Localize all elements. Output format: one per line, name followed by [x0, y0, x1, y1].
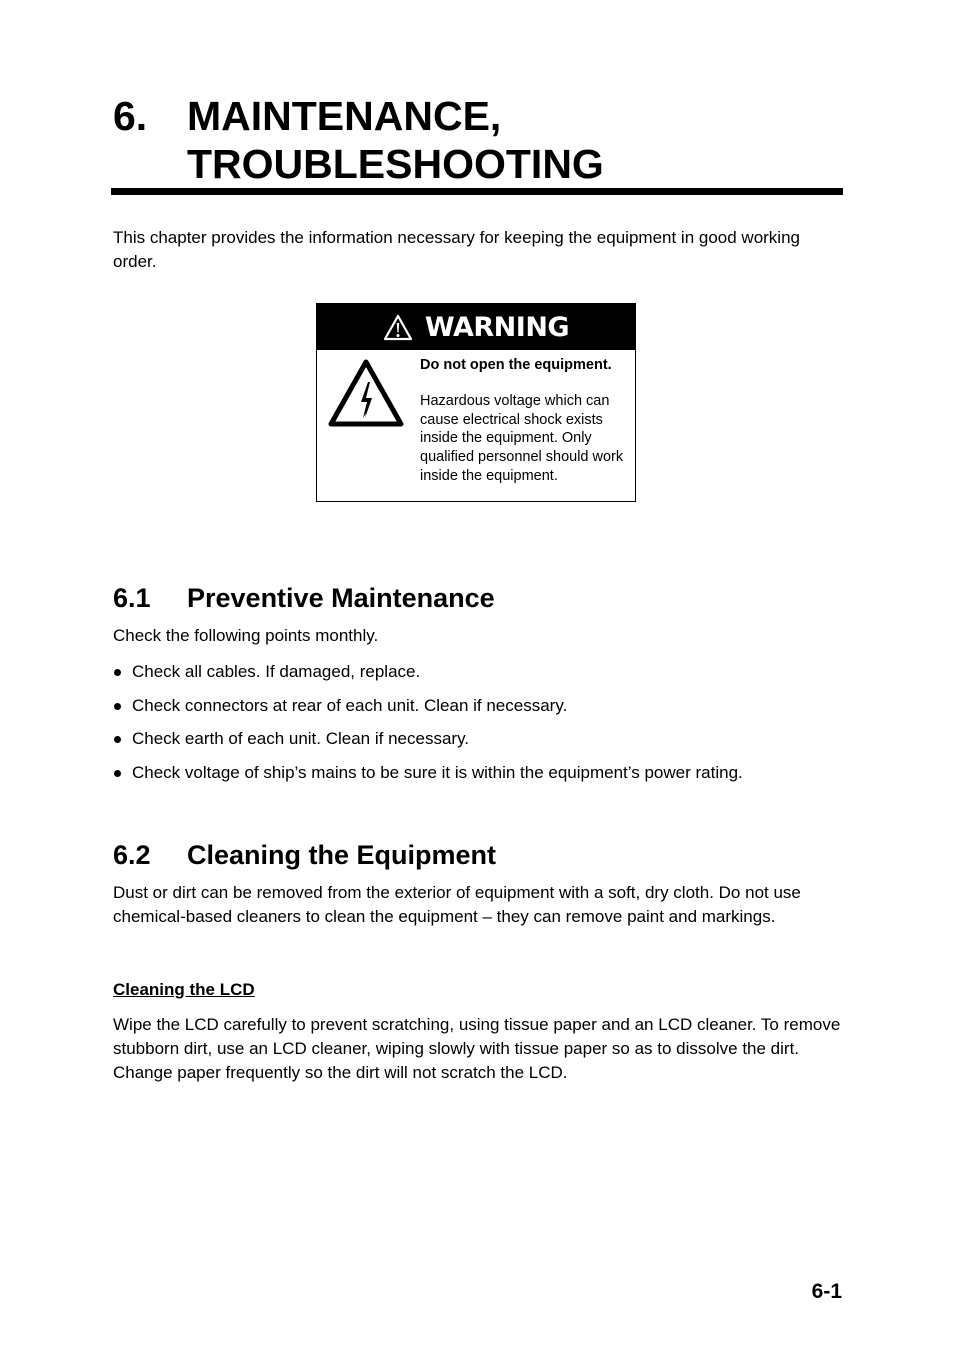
bullet-icon — [114, 736, 121, 743]
bullet-icon — [114, 770, 121, 777]
section-6-2-title: Cleaning the Equipment — [187, 840, 497, 870]
list-item — [113, 727, 843, 751]
section-6-1-number: 6.1 — [113, 583, 151, 613]
warning-box — [316, 303, 636, 502]
list-item — [113, 761, 843, 785]
warning-lead: Do not open the equipment. — [420, 357, 612, 373]
list-item — [113, 694, 843, 718]
caution-triangle-icon — [383, 314, 413, 341]
chapter-title-line-2: TROUBLESHOOTING — [187, 141, 604, 187]
warning-text: Hazardous voltage which can cause electrical shock exists inside the equipment. Only qualified personnel should work inside the equipment. — [420, 393, 624, 484]
list-item — [113, 660, 843, 684]
bullet-icon — [114, 669, 121, 676]
warning-header — [317, 304, 635, 350]
chapter-title-line-1: MAINTENANCE, — [187, 93, 502, 139]
list-item-text: Check earth of each unit. Clean if necessary. — [132, 729, 470, 749]
warning-body — [317, 350, 635, 501]
maintenance-checklist — [113, 660, 843, 795]
cleaning-lcd-body: Wipe the LCD carefully to prevent scratching, using tissue paper and an LCD cleaner. To remove stubborn dirt, use an LCD cleaner, wiping slowly with tissue paper so as to dissolve the dirt. Change paper frequently so the dirt will not scratch the LCD. — [113, 1015, 841, 1082]
chapter-divider — [111, 188, 843, 195]
section-6-2-body: Dust or dirt can be removed from the exterior of equipment with a soft, dry cloth. Do not use chemical-based cleaners to clean the equipment – they can remove paint and markings. — [113, 883, 801, 926]
list-item-text: Check connectors at rear of each unit. Clean if necessary. — [132, 695, 568, 715]
electric-shock-icon — [327, 358, 405, 433]
page-number: 6-1 — [811, 1280, 842, 1303]
bullet-icon — [114, 703, 121, 710]
cleaning-lcd-subheading: Cleaning the LCD — [113, 980, 255, 999]
warning-label: WARNING — [424, 311, 570, 343]
list-item-text: Check voltage of ship’s mains to be sure it is within the equipment’s power rating. — [132, 763, 743, 783]
section-6-1-title: Preventive Maintenance — [187, 583, 495, 613]
section-6-1-intro: Check the following points monthly. — [113, 626, 379, 645]
chapter-intro: This chapter provides the information necessary for keeping the equipment in good working order. — [113, 228, 800, 271]
chapter-title — [187, 92, 604, 188]
section-6-2-number: 6.2 — [113, 840, 151, 870]
chapter-number: 6. — [113, 93, 148, 139]
list-item-text: Check all cables. If damaged, replace. — [132, 662, 421, 681]
